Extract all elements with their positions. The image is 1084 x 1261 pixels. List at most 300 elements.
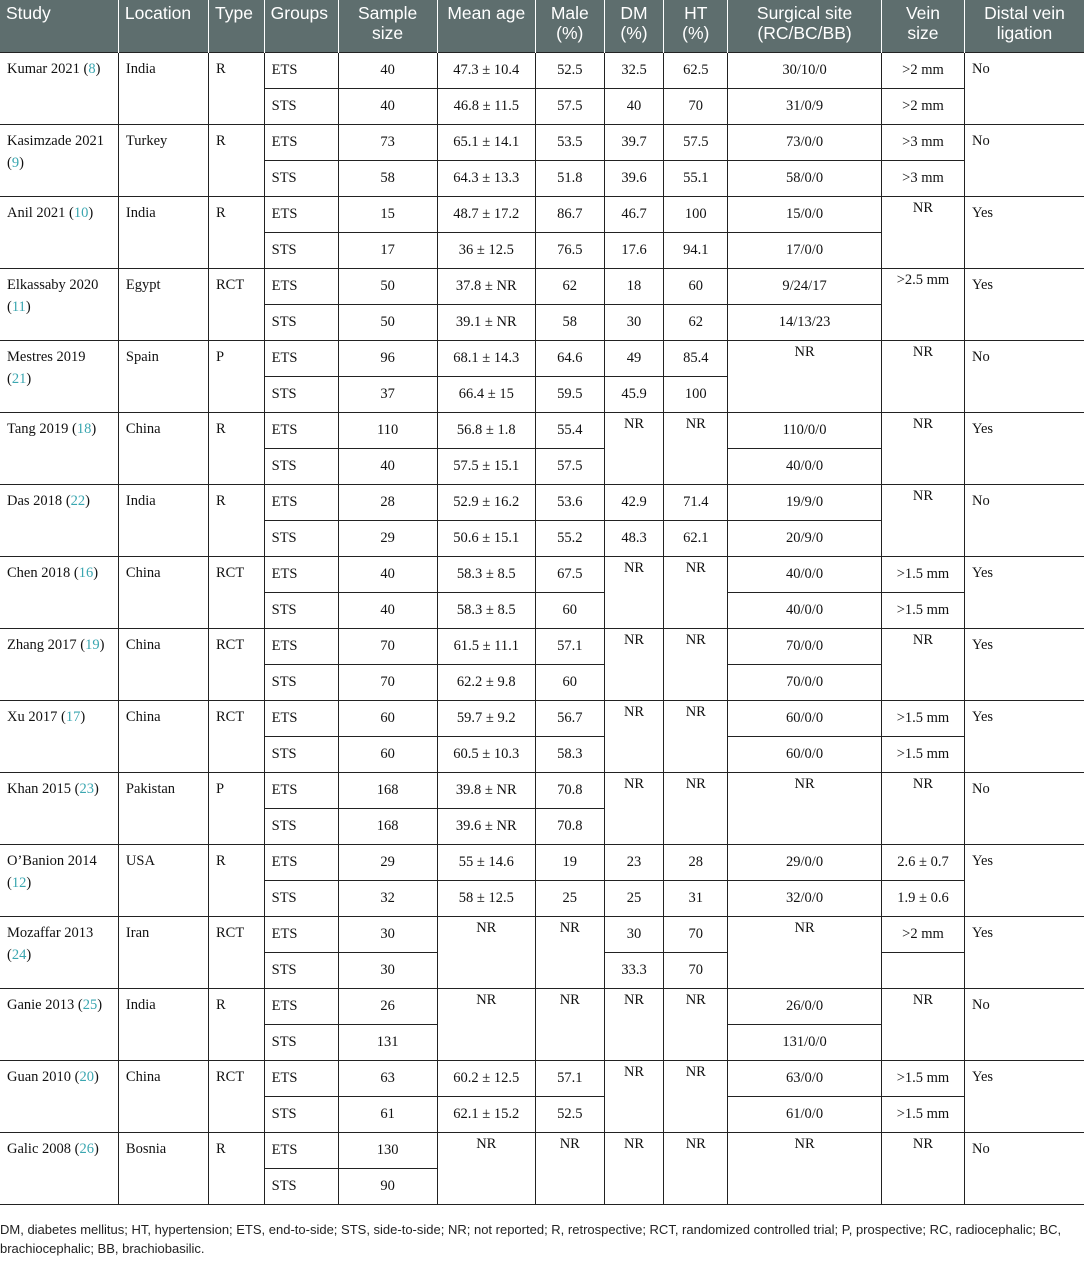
mean-age-cell: 55 ± 14.6 — [437, 844, 535, 880]
ht-pct-cell: 94.1 — [664, 232, 728, 268]
dm-pct-cell: 23 — [604, 844, 664, 880]
header-distal-vein-ligation: Distal vein ligation — [964, 0, 1084, 52]
distal-vein-ligation-cell: Yes — [964, 1060, 1084, 1132]
table-row — [0, 1132, 1084, 1168]
study-cell: Elkassaby 2020 (11) — [0, 268, 118, 340]
group-cell: STS — [264, 664, 338, 700]
male-pct-cell: 57.5 — [535, 88, 604, 124]
mean-age-cell: 59.7 ± 9.2 — [437, 700, 535, 736]
surgical-site-cell: 15/0/0 — [728, 196, 882, 232]
mean-age-cell: 65.1 ± 14.1 — [437, 124, 535, 160]
mean-age-cell: 56.8 ± 1.8 — [437, 412, 535, 448]
table-row — [0, 700, 1084, 736]
location-cell: China — [118, 700, 208, 772]
vein-size-cell: NR — [881, 988, 964, 1060]
table-row — [0, 412, 1084, 448]
group-cell: STS — [264, 520, 338, 556]
surgical-site-cell: NR — [728, 916, 882, 988]
male-pct-cell: NR — [535, 988, 604, 1060]
mean-age-cell: NR — [437, 916, 535, 988]
location-cell: China — [118, 412, 208, 484]
sample-size-cell: 168 — [338, 808, 437, 844]
header-vein-size: Vein size — [881, 0, 964, 52]
group-cell: STS — [264, 1168, 338, 1204]
type-cell: RCT — [208, 1060, 264, 1132]
sample-size-cell: 40 — [338, 556, 437, 592]
vein-size-cell: >1.5 mm — [881, 700, 964, 736]
mean-age-cell: 58.3 ± 8.5 — [437, 592, 535, 628]
sample-size-cell: 50 — [338, 304, 437, 340]
location-cell: Iran — [118, 916, 208, 988]
male-pct-cell: 60 — [535, 664, 604, 700]
surgical-site-cell: 30/10/0 — [728, 52, 882, 88]
ht-pct-cell: 100 — [664, 196, 728, 232]
vein-size-cell: NR — [881, 1132, 964, 1204]
surgical-site-cell: NR — [728, 340, 882, 412]
study-cell: Ganie 2013 (25) — [0, 988, 118, 1060]
ht-pct-cell: 62 — [664, 304, 728, 340]
group-cell: ETS — [264, 268, 338, 304]
type-cell: R — [208, 52, 264, 124]
group-cell: STS — [264, 592, 338, 628]
surgical-site-cell: 9/24/17 — [728, 268, 882, 304]
location-cell: Bosnia — [118, 1132, 208, 1204]
sample-size-cell: 61 — [338, 1096, 437, 1132]
reference-link[interactable]: 11 — [11, 298, 26, 315]
sample-size-cell: 17 — [338, 232, 437, 268]
study-name: Galic 2008 — [7, 1140, 72, 1157]
surgical-site-cell: 60/0/0 — [728, 736, 882, 772]
header-ht: HT (%) — [664, 0, 728, 52]
study-cell: Xu 2017 (17) — [0, 700, 118, 772]
group-cell: ETS — [264, 124, 338, 160]
location-cell: Spain — [118, 340, 208, 412]
header-study: Study — [0, 0, 118, 52]
ht-pct-cell: NR — [664, 1132, 728, 1204]
male-pct-cell: 70.8 — [535, 772, 604, 808]
reference-link[interactable]: 19 — [85, 636, 100, 653]
location-cell: China — [118, 556, 208, 628]
reference-link[interactable]: 20 — [79, 1068, 95, 1085]
vein-size-cell: >3 mm — [881, 124, 964, 160]
male-pct-cell: 59.5 — [535, 376, 604, 412]
dm-pct-cell: 39.6 — [604, 160, 664, 196]
sample-size-cell: 73 — [338, 124, 437, 160]
surgical-site-cell: 14/13/23 — [728, 304, 882, 340]
reference-link[interactable]: 26 — [79, 1140, 94, 1157]
group-cell: ETS — [264, 196, 338, 232]
surgical-site-cell: 17/0/0 — [728, 232, 882, 268]
group-cell: STS — [264, 232, 338, 268]
ht-pct-cell: NR — [664, 772, 728, 844]
surgical-site-cell: 19/9/0 — [728, 484, 882, 520]
study-name: Kasimzade 2021 — [7, 132, 105, 149]
location-cell: India — [118, 484, 208, 556]
sample-size-cell: 37 — [338, 376, 437, 412]
study-cell: Galic 2008 (26) — [0, 1132, 118, 1204]
male-pct-cell: 52.5 — [535, 1096, 604, 1132]
surgical-site-cell: NR — [728, 1132, 882, 1204]
male-pct-cell: NR — [535, 1132, 604, 1204]
ht-pct-cell: 62.5 — [664, 52, 728, 88]
sample-size-cell: 40 — [338, 448, 437, 484]
reference-link[interactable]: 12 — [11, 874, 27, 891]
male-pct-cell: 55.2 — [535, 520, 604, 556]
study-cell: Mozaffar 2013 (24) — [0, 916, 118, 988]
table-row — [0, 52, 1084, 88]
male-pct-cell: 64.6 — [535, 340, 604, 376]
group-cell: STS — [264, 448, 338, 484]
group-cell: ETS — [264, 1060, 338, 1096]
table-row — [0, 916, 1084, 952]
dm-pct-cell: NR — [604, 556, 664, 628]
surgical-site-cell: 31/0/9 — [728, 88, 882, 124]
type-cell: P — [208, 340, 264, 412]
study-name: Kumar 2021 — [7, 60, 80, 77]
distal-vein-ligation-cell: Yes — [964, 844, 1084, 916]
table-row — [0, 484, 1084, 520]
mean-age-cell: 48.7 ± 17.2 — [437, 196, 535, 232]
reference-link[interactable]: 24 — [11, 946, 27, 963]
type-cell: R — [208, 484, 264, 556]
surgical-site-cell: 63/0/0 — [728, 1060, 882, 1096]
study-name: O’Banion 2014 — [7, 852, 97, 869]
location-cell: China — [118, 1060, 208, 1132]
ht-pct-cell: 71.4 — [664, 484, 728, 520]
dm-pct-cell: 42.9 — [604, 484, 664, 520]
male-pct-cell: 67.5 — [535, 556, 604, 592]
sample-size-cell: 28 — [338, 484, 437, 520]
mean-age-cell: NR — [437, 988, 535, 1060]
sample-size-cell: 131 — [338, 1024, 437, 1060]
location-cell: Egypt — [118, 268, 208, 340]
type-cell: RCT — [208, 628, 264, 700]
study-name: Anil 2021 — [7, 204, 66, 221]
group-cell: STS — [264, 1024, 338, 1060]
dm-pct-cell: 45.9 — [604, 376, 664, 412]
surgical-site-cell: 131/0/0 — [728, 1024, 882, 1060]
mean-age-cell: NR — [437, 1132, 535, 1204]
group-cell: ETS — [264, 700, 338, 736]
group-cell: ETS — [264, 52, 338, 88]
reference-link[interactable]: 16 — [78, 564, 94, 581]
mean-age-cell: 39.6 ± NR — [437, 808, 535, 844]
surgical-site-cell: 40/0/0 — [728, 448, 882, 484]
male-pct-cell: 19 — [535, 844, 604, 880]
table-row — [0, 988, 1084, 1024]
vein-size-cell: >1.5 mm — [881, 1060, 964, 1096]
sample-size-cell: 63 — [338, 1060, 437, 1096]
header-row — [0, 0, 1084, 52]
group-cell: STS — [264, 376, 338, 412]
table-row — [0, 844, 1084, 880]
mean-age-cell: 62.2 ± 9.8 — [437, 664, 535, 700]
male-pct-cell: 58 — [535, 304, 604, 340]
mean-age-cell: 39.1 ± NR — [437, 304, 535, 340]
distal-vein-ligation-cell: No — [964, 1132, 1084, 1204]
male-pct-cell: 70.8 — [535, 808, 604, 844]
male-pct-cell: 60 — [535, 592, 604, 628]
type-cell: RCT — [208, 700, 264, 772]
sample-size-cell: 26 — [338, 988, 437, 1024]
study-name: Mestres 2019 — [7, 348, 86, 365]
table-row — [0, 340, 1084, 376]
type-cell: R — [208, 196, 264, 268]
reference-link[interactable]: 25 — [82, 996, 98, 1013]
dm-pct-cell: 25 — [604, 880, 664, 916]
distal-vein-ligation-cell: No — [964, 340, 1084, 412]
mean-age-cell: 68.1 ± 14.3 — [437, 340, 535, 376]
group-cell: STS — [264, 304, 338, 340]
surgical-site-cell: 58/0/0 — [728, 160, 882, 196]
mean-age-cell: 46.8 ± 11.5 — [437, 88, 535, 124]
vein-size-cell: NR — [881, 484, 964, 556]
ht-pct-cell: 100 — [664, 376, 728, 412]
study-name: Zhang 2017 — [7, 636, 77, 653]
male-pct-cell: 62 — [535, 268, 604, 304]
study-name: Chen 2018 — [7, 564, 71, 581]
study-name: Das 2018 — [7, 492, 63, 509]
group-cell: ETS — [264, 1132, 338, 1168]
male-pct-cell: 57.1 — [535, 628, 604, 664]
sample-size-cell: 130 — [338, 1132, 437, 1168]
ht-pct-cell: 85.4 — [664, 340, 728, 376]
reference-link[interactable]: 22 — [70, 492, 86, 509]
sample-size-cell: 40 — [338, 52, 437, 88]
male-pct-cell: 53.6 — [535, 484, 604, 520]
study-name: Guan 2010 — [7, 1068, 72, 1085]
study-name: Tang 2019 — [7, 420, 69, 437]
header-male: Male (%) — [535, 0, 604, 52]
mean-age-cell: 61.5 ± 11.1 — [437, 628, 535, 664]
group-cell: ETS — [264, 340, 338, 376]
vein-size-cell: >2 mm — [881, 88, 964, 124]
study-name: Khan 2015 — [7, 780, 72, 797]
reference-link[interactable]: 18 — [76, 420, 92, 437]
vein-size-cell: NR — [881, 340, 964, 412]
distal-vein-ligation-cell: No — [964, 988, 1084, 1060]
distal-vein-ligation-cell: Yes — [964, 196, 1084, 268]
distal-vein-ligation-cell: Yes — [964, 412, 1084, 484]
type-cell: R — [208, 1132, 264, 1204]
surgical-site-cell: 20/9/0 — [728, 520, 882, 556]
group-cell: ETS — [264, 628, 338, 664]
vein-size-cell: NR — [881, 772, 964, 844]
sample-size-cell: 15 — [338, 196, 437, 232]
male-pct-cell: NR — [535, 916, 604, 988]
surgical-site-cell: 61/0/0 — [728, 1096, 882, 1132]
study-cell: Zhang 2017 (19) — [0, 628, 118, 700]
reference-link[interactable]: 21 — [11, 370, 27, 387]
ht-pct-cell: 70 — [664, 952, 728, 988]
dm-pct-cell: NR — [604, 412, 664, 484]
study-name: Elkassaby 2020 — [7, 276, 99, 293]
mean-age-cell: 66.4 ± 15 — [437, 376, 535, 412]
group-cell: STS — [264, 952, 338, 988]
mean-age-cell: 58 ± 12.5 — [437, 880, 535, 916]
ht-pct-cell: 57.5 — [664, 124, 728, 160]
vein-size-cell — [881, 952, 964, 988]
type-cell: RCT — [208, 916, 264, 988]
table-footnote: DM, diabetes mellitus; HT, hypertension; ETS, end-to-side; STS, side-to-side; NR; not reported; R, retrospective; RCT, randomized controlled trial; P, prospective; RC, radiocephalic; BC, brachiocephalic; BB, brachiobasilic. — [0, 1222, 1062, 1256]
distal-vein-ligation-cell: Yes — [964, 628, 1084, 700]
table-header — [0, 0, 1084, 52]
distal-vein-ligation-cell: Yes — [964, 268, 1084, 340]
group-cell: ETS — [264, 844, 338, 880]
sample-size-cell: 70 — [338, 664, 437, 700]
ht-pct-cell: NR — [664, 700, 728, 772]
header-groups: Groups — [264, 0, 338, 52]
male-pct-cell: 76.5 — [535, 232, 604, 268]
study-cell: Tang 2019 (18) — [0, 412, 118, 484]
study-name: Mozaffar 2013 — [7, 924, 94, 941]
surgical-site-cell: 110/0/0 — [728, 412, 882, 448]
location-cell: India — [118, 196, 208, 268]
study-cell: Das 2018 (22) — [0, 484, 118, 556]
dm-pct-cell: 48.3 — [604, 520, 664, 556]
dm-pct-cell: 17.6 — [604, 232, 664, 268]
reference-link[interactable]: 23 — [79, 780, 95, 797]
header-surgical-site: Surgical site (RC/BC/BB) — [728, 0, 882, 52]
male-pct-cell: 55.4 — [535, 412, 604, 448]
sample-size-cell: 60 — [338, 700, 437, 736]
vein-size-cell: 1.9 ± 0.6 — [881, 880, 964, 916]
mean-age-cell: 37.8 ± NR — [437, 268, 535, 304]
header-type: Type — [208, 0, 264, 52]
mean-age-cell: 64.3 ± 13.3 — [437, 160, 535, 196]
sample-size-cell: 90 — [338, 1168, 437, 1204]
mean-age-cell: 50.6 ± 15.1 — [437, 520, 535, 556]
ht-pct-cell: NR — [664, 988, 728, 1060]
dm-pct-cell: 46.7 — [604, 196, 664, 232]
sample-size-cell: 96 — [338, 340, 437, 376]
male-pct-cell: 57.1 — [535, 1060, 604, 1096]
reference-link[interactable]: 8 — [88, 60, 96, 77]
reference-link[interactable]: 9 — [11, 154, 20, 171]
ht-pct-cell: 28 — [664, 844, 728, 880]
male-pct-cell: 57.5 — [535, 448, 604, 484]
vein-size-cell: >1.5 mm — [881, 556, 964, 592]
group-cell: ETS — [264, 412, 338, 448]
type-cell: R — [208, 412, 264, 484]
group-cell: ETS — [264, 988, 338, 1024]
header-location: Location — [118, 0, 208, 52]
dm-pct-cell: 40 — [604, 88, 664, 124]
surgical-site-cell: 29/0/0 — [728, 844, 882, 880]
table-body — [0, 52, 1084, 1204]
dm-pct-cell: 39.7 — [604, 124, 664, 160]
type-cell: R — [208, 124, 264, 196]
type-cell: P — [208, 772, 264, 844]
mean-age-cell: 60.5 ± 10.3 — [437, 736, 535, 772]
study-cell: O’Banion 2014 (12) — [0, 844, 118, 916]
study-name: Ganie 2013 — [7, 996, 75, 1013]
sample-size-cell: 40 — [338, 592, 437, 628]
vein-size-cell: >1.5 mm — [881, 592, 964, 628]
dm-pct-cell: 33.3 — [604, 952, 664, 988]
vein-size-cell: >2 mm — [881, 52, 964, 88]
group-cell: STS — [264, 880, 338, 916]
group-cell: ETS — [264, 484, 338, 520]
type-cell: R — [208, 988, 264, 1060]
ht-pct-cell: 70 — [664, 88, 728, 124]
surgical-site-cell: 70/0/0 — [728, 628, 882, 664]
distal-vein-ligation-cell: No — [964, 484, 1084, 556]
group-cell: STS — [264, 160, 338, 196]
sample-size-cell: 40 — [338, 88, 437, 124]
type-cell: R — [208, 844, 264, 916]
reference-link[interactable]: 17 — [65, 708, 81, 725]
distal-vein-ligation-cell: No — [964, 52, 1084, 124]
ht-pct-cell: 62.1 — [664, 520, 728, 556]
mean-age-cell: 62.1 ± 15.2 — [437, 1096, 535, 1132]
group-cell: ETS — [264, 772, 338, 808]
male-pct-cell: 51.8 — [535, 160, 604, 196]
study-cell: Chen 2018 (16) — [0, 556, 118, 628]
location-cell: Turkey — [118, 124, 208, 196]
male-pct-cell: 53.5 — [535, 124, 604, 160]
surgical-site-cell: NR — [728, 772, 882, 844]
vein-size-cell: NR — [881, 412, 964, 484]
vein-size-cell: NR — [881, 196, 964, 268]
group-cell: ETS — [264, 916, 338, 952]
study-cell: Anil 2021 (10) — [0, 196, 118, 268]
study-cell: Guan 2010 (20) — [0, 1060, 118, 1132]
header-sample-size: Sample size — [338, 0, 437, 52]
reference-link[interactable]: 10 — [73, 204, 89, 221]
mean-age-cell: 36 ± 12.5 — [437, 232, 535, 268]
group-cell: STS — [264, 808, 338, 844]
type-cell: RCT — [208, 268, 264, 340]
sample-size-cell: 32 — [338, 880, 437, 916]
header-mean-age: Mean age — [437, 0, 535, 52]
distal-vein-ligation-cell: Yes — [964, 916, 1084, 988]
distal-vein-ligation-cell: No — [964, 772, 1084, 844]
group-cell: STS — [264, 1096, 338, 1132]
vein-size-cell: NR — [881, 628, 964, 700]
mean-age-cell: 57.5 ± 15.1 — [437, 448, 535, 484]
sample-size-cell: 29 — [338, 520, 437, 556]
surgical-site-cell: 60/0/0 — [728, 700, 882, 736]
dm-pct-cell: 49 — [604, 340, 664, 376]
male-pct-cell: 52.5 — [535, 52, 604, 88]
sample-size-cell: 110 — [338, 412, 437, 448]
location-cell: USA — [118, 844, 208, 916]
sample-size-cell: 30 — [338, 952, 437, 988]
dm-pct-cell: NR — [604, 988, 664, 1060]
mean-age-cell: 58.3 ± 8.5 — [437, 556, 535, 592]
ht-pct-cell: NR — [664, 412, 728, 484]
location-cell: Pakistan — [118, 772, 208, 844]
table-row — [0, 556, 1084, 592]
ht-pct-cell: NR — [664, 556, 728, 628]
table-row — [0, 268, 1084, 304]
male-pct-cell: 58.3 — [535, 736, 604, 772]
mean-age-cell: 60.2 ± 12.5 — [437, 1060, 535, 1096]
sample-size-cell: 29 — [338, 844, 437, 880]
location-cell: India — [118, 988, 208, 1060]
mean-age-cell: 52.9 ± 16.2 — [437, 484, 535, 520]
ht-pct-cell: 60 — [664, 268, 728, 304]
table-row — [0, 772, 1084, 808]
ht-pct-cell: 70 — [664, 916, 728, 952]
study-cell: Kumar 2021 (8) — [0, 52, 118, 124]
distal-vein-ligation-cell: No — [964, 124, 1084, 196]
male-pct-cell: 56.7 — [535, 700, 604, 736]
location-cell: China — [118, 628, 208, 700]
dm-pct-cell: 18 — [604, 268, 664, 304]
dm-pct-cell: NR — [604, 628, 664, 700]
